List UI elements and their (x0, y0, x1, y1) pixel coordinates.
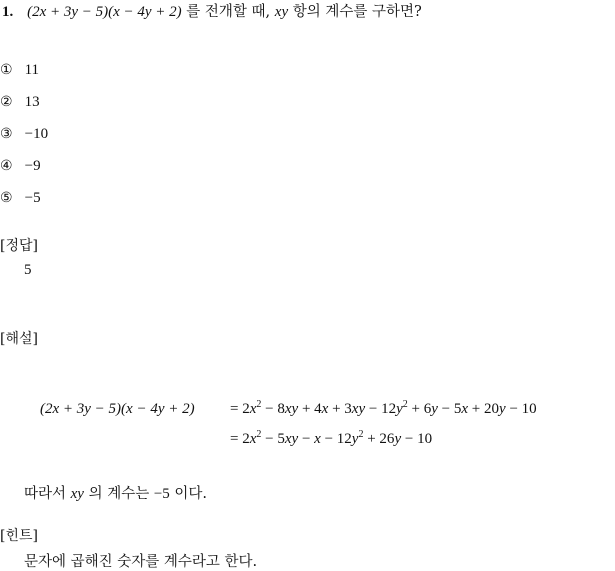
conclusion-pre: 따라서 (24, 486, 67, 502)
choice-2[interactable] (0, 94, 40, 111)
question-term: xy (274, 4, 289, 20)
conclusion-mid: 의 계수는 (88, 486, 150, 502)
choice-marker: ⑤ (0, 190, 13, 206)
conclusion-end: 이다. (174, 486, 208, 502)
choice-marker: ② (0, 94, 13, 110)
choice-value: 13 (24, 94, 40, 110)
choice-value: −10 (24, 126, 49, 142)
conclusion-value: −5 (153, 486, 170, 502)
choice-value: −5 (24, 190, 41, 206)
choice-5[interactable] (0, 190, 41, 207)
solution-eq1: = $2x^2 - 8xy + 4x + 3xy - 12y^2 + 6y - 5x + 20y - 10$ (230, 399, 537, 417)
solution-label: [해설] (0, 331, 38, 347)
solution-conclusion (24, 482, 207, 503)
solution-eq2: = $2x^2 - 5xy - x - 12y^2 + 26y - 10$ (230, 429, 433, 447)
choice-1[interactable] (0, 62, 39, 79)
solution-lhs: (2x + 3y − 5)(x − 4y + 2) (40, 401, 195, 417)
question-text-mid: 를 전개할 때, (186, 4, 271, 20)
choice-marker: ① (0, 62, 13, 78)
choice-4[interactable] (0, 158, 41, 175)
choice-value: 11 (24, 62, 40, 78)
choice-marker: ④ (0, 158, 13, 174)
question-number: 1. (2, 4, 14, 20)
choice-3[interactable] (0, 126, 48, 143)
choice-marker: ③ (0, 126, 13, 142)
answer-value: 5 (24, 262, 32, 278)
question-expression: (2x + 3y − 5)(x − 4y + 2) (27, 4, 182, 20)
hint-text: 문자에 곱해진 숫자를 계수라고 한다. (24, 554, 258, 570)
choice-value: −9 (24, 158, 41, 174)
conclusion-term: xy (70, 486, 84, 502)
question-text-end: 항의 계수를 구하면? (292, 4, 422, 20)
answer-label: [정답] (0, 238, 38, 254)
hint-label: [힌트] (0, 528, 38, 544)
question-line (2, 0, 422, 21)
